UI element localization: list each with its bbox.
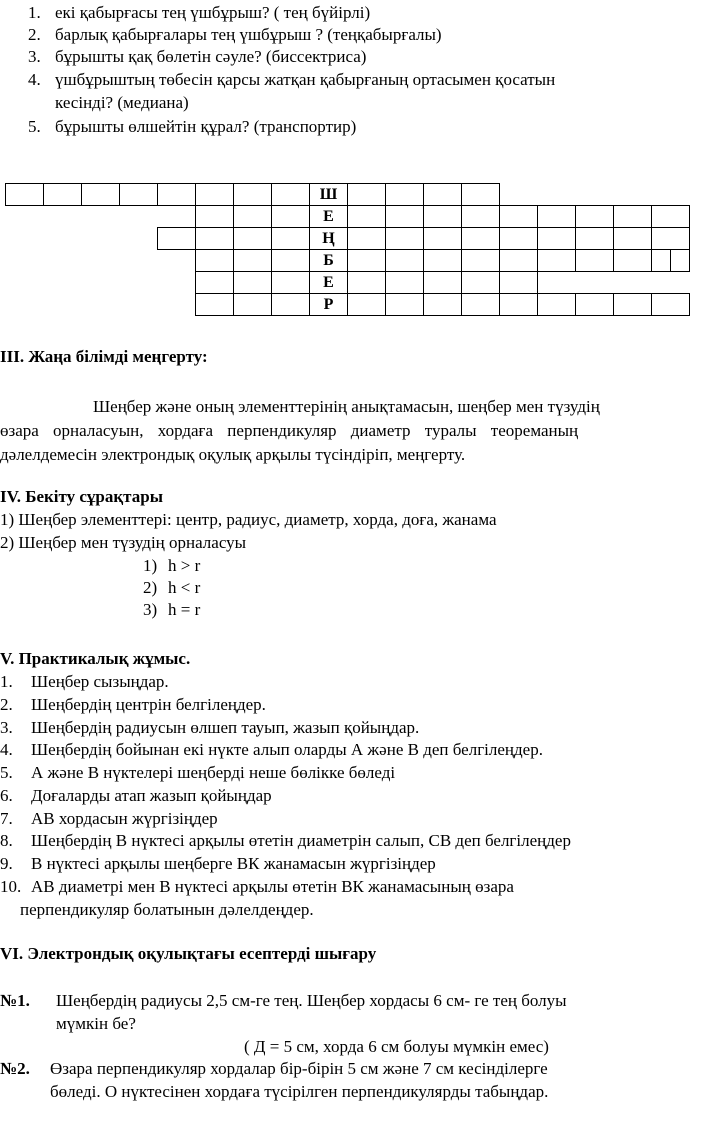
crossword-cell[interactable] xyxy=(538,228,576,250)
crossword-cell[interactable] xyxy=(348,184,386,206)
section-heading: VI. Электрондық оқулықтағы есептерді шығару xyxy=(0,944,377,963)
list-item: бұрышты өлшейтін құрал? (транспортир) xyxy=(55,117,357,136)
section-heading: III. Жаңа білімді меңгерту: xyxy=(0,347,208,366)
crossword-row xyxy=(157,227,690,250)
crossword-cell[interactable] xyxy=(44,184,82,206)
paragraph-line: Шеңбер және оның элементтерінің анықтамасын, шеңбер мен түзудің xyxy=(93,397,600,416)
crossword-cell[interactable] xyxy=(538,250,576,272)
list-item: Шеңбердің В нүктесі арқылы өтетін диаметрін салып, СВ деп белгілеңдер xyxy=(31,831,571,850)
crossword-cell[interactable] xyxy=(614,228,652,250)
crossword-cell[interactable] xyxy=(234,250,272,272)
problem-text: мүмкін бе? xyxy=(56,1014,136,1033)
crossword-cell[interactable] xyxy=(196,184,234,206)
crossword-cell[interactable] xyxy=(348,206,386,228)
list-item-continuation: кесінді? (медиана) xyxy=(55,93,189,112)
list-item-continuation: перпендикуляр болатынын дәлелдеңдер. xyxy=(20,900,314,919)
crossword-cell[interactable] xyxy=(272,206,310,228)
list-number: 8. xyxy=(0,831,13,850)
crossword-cell[interactable] xyxy=(424,228,462,250)
list-number: 6. xyxy=(0,786,13,805)
list-item: бұрышты қақ бөлетін сәуле? (биссектриса) xyxy=(55,47,367,66)
list-item: Шеңбердің радиусын өлшеп тауып, жазып қойыңдар. xyxy=(31,718,420,737)
crossword-cell[interactable] xyxy=(614,250,652,272)
list-item: Шеңбердің бойынан екі нүкте алып оларды А және В деп белгілеңдер. xyxy=(31,740,543,759)
list-number: 2. xyxy=(0,695,13,714)
problem-number: №1. xyxy=(0,991,30,1010)
case-number: 2) xyxy=(143,578,158,597)
crossword-cell[interactable] xyxy=(386,294,424,316)
problem-text: Шеңбердің радиусы 2,5 см-ге тең. Шеңбер хордасы 6 см- ге тең болуы xyxy=(56,991,567,1010)
crossword-cell[interactable] xyxy=(196,250,234,272)
case-text: h < r xyxy=(168,578,201,597)
crossword-cell[interactable] xyxy=(500,250,538,272)
list-number: 5. xyxy=(28,117,41,136)
crossword-row xyxy=(5,183,500,206)
paragraph-line: дәлелдемесін электрондық оқулық арқылы түсіндіріп, меңгерту. xyxy=(0,445,466,464)
crossword-cell[interactable] xyxy=(538,206,576,228)
list-item: Доғаларды атап жазып қойыңдар xyxy=(31,786,272,805)
problem-answer: ( Д = 5 см, хорда 6 см болуы мүмкін емес) xyxy=(244,1037,549,1056)
list-number: 4. xyxy=(28,70,41,89)
list-item: екі қабырғасы тең үшбұрыш? ( тең бүйірлі) xyxy=(55,3,371,22)
list-number: 3. xyxy=(0,718,13,737)
crossword-key-cell: Р xyxy=(310,294,348,316)
list-item: В нүктесі арқылы шеңберге ВК жанамасын жүргізіңдер xyxy=(31,854,436,873)
list-number: 1. xyxy=(0,672,13,691)
crossword-cell[interactable] xyxy=(196,294,234,316)
crossword-cell[interactable] xyxy=(424,294,462,316)
crossword-cell[interactable] xyxy=(196,228,234,250)
list-number: 3. xyxy=(28,47,41,66)
crossword-cell[interactable] xyxy=(386,228,424,250)
list-number: 2. xyxy=(28,25,41,44)
crossword-cell[interactable] xyxy=(614,294,652,316)
case-number: 3) xyxy=(143,600,158,619)
crossword-cell[interactable] xyxy=(500,272,538,294)
crossword-cell[interactable] xyxy=(196,272,234,294)
crossword-cell[interactable] xyxy=(576,206,614,228)
crossword-row xyxy=(195,205,690,228)
crossword-cell[interactable] xyxy=(120,184,158,206)
crossword-cell[interactable] xyxy=(614,206,652,228)
crossword-cell[interactable] xyxy=(348,272,386,294)
crossword-cell[interactable] xyxy=(500,206,538,228)
list-item: үшбұрыштың төбесін қарсы жатқан қабырғаның ортасымен қосатын xyxy=(55,70,556,89)
crossword-cell[interactable] xyxy=(386,250,424,272)
crossword-cell[interactable] xyxy=(652,206,690,228)
question: 2) Шеңбер мен түзудің орналасуы xyxy=(0,533,247,552)
case-text: h = r xyxy=(168,600,201,619)
crossword-cell[interactable] xyxy=(500,294,538,316)
crossword-cell[interactable] xyxy=(652,250,671,272)
crossword-row xyxy=(195,293,690,316)
crossword-cell[interactable] xyxy=(424,206,462,228)
list-number: 7. xyxy=(0,809,13,828)
crossword-cell[interactable] xyxy=(386,272,424,294)
list-item: Шеңбердің центрін белгілеңдер. xyxy=(31,695,266,714)
crossword-cell[interactable] xyxy=(272,250,310,272)
crossword-cell[interactable] xyxy=(158,228,196,250)
crossword-key-cell: Б xyxy=(310,250,348,272)
crossword-cell[interactable] xyxy=(234,184,272,206)
crossword-cell[interactable] xyxy=(386,206,424,228)
crossword-cell[interactable] xyxy=(348,250,386,272)
crossword-cell[interactable] xyxy=(500,228,538,250)
crossword-cell[interactable] xyxy=(234,206,272,228)
crossword-cell[interactable] xyxy=(272,184,310,206)
crossword-cell[interactable] xyxy=(272,228,310,250)
crossword-cell[interactable] xyxy=(424,250,462,272)
crossword-cell[interactable] xyxy=(234,272,272,294)
crossword-cell[interactable] xyxy=(424,272,462,294)
crossword-cell[interactable] xyxy=(234,294,272,316)
crossword-cell[interactable] xyxy=(272,272,310,294)
list-item: Шеңбер сызыңдар. xyxy=(31,672,169,691)
case-text: h > r xyxy=(168,556,201,575)
list-item: А және В нүктелері шеңберді неше бөлікке бөледі xyxy=(31,763,396,782)
crossword-cell[interactable] xyxy=(462,184,500,206)
crossword-cell[interactable] xyxy=(386,184,424,206)
crossword-cell[interactable] xyxy=(462,206,500,228)
crossword-key-cell: Ш xyxy=(310,184,348,206)
list-number: 4. xyxy=(0,740,13,759)
problem-text: бөледі. О нүктесінен хордаға түсірілген перпендикулярды табыңдар. xyxy=(50,1082,549,1101)
crossword-cell[interactable] xyxy=(671,250,690,272)
crossword-cell[interactable] xyxy=(158,184,196,206)
crossword-cell[interactable] xyxy=(6,184,44,206)
crossword-cell[interactable] xyxy=(462,250,500,272)
crossword-row xyxy=(195,271,538,294)
crossword-cell[interactable] xyxy=(576,228,614,250)
crossword-cell[interactable] xyxy=(82,184,120,206)
list-item: АВ диаметрі мен В нүктесі арқылы өтетін ВК жанамасының өзара xyxy=(31,877,514,896)
list-number: 10. xyxy=(0,877,22,896)
crossword-cell[interactable] xyxy=(348,228,386,250)
crossword-row xyxy=(195,249,690,272)
crossword-key-cell: Е xyxy=(310,206,348,228)
list-item: АВ хордасын жүргізіңдер xyxy=(31,809,218,828)
paragraph-line: өзара орналасуын, хордаға перпендикуляр диаметр туралы теореманың xyxy=(0,421,579,440)
section-heading: IV. Бекіту сұрақтары xyxy=(0,487,163,506)
case-number: 1) xyxy=(143,556,158,575)
list-number: 5. xyxy=(0,763,13,782)
crossword-cell[interactable] xyxy=(652,228,690,250)
crossword-cell[interactable] xyxy=(462,272,500,294)
crossword-key-cell: Ң xyxy=(310,228,348,250)
problem-text: Өзара перпендикуляр хордалар бір-бірін 5 см және 7 см кесінділерге xyxy=(50,1059,548,1078)
list-number: 9. xyxy=(0,854,13,873)
crossword-cell[interactable] xyxy=(272,294,310,316)
question: 1) Шеңбер элементтері: центр, радиус, диаметр, хорда, доға, жанама xyxy=(0,510,497,529)
crossword-key-cell: Е xyxy=(310,272,348,294)
crossword-cell[interactable] xyxy=(576,250,614,272)
crossword-cell[interactable] xyxy=(424,184,462,206)
crossword-cell[interactable] xyxy=(538,294,576,316)
section-heading: V. Практикалық жұмыс. xyxy=(0,649,191,668)
crossword-cell[interactable] xyxy=(462,228,500,250)
crossword-cell[interactable] xyxy=(652,294,690,316)
crossword-cell[interactable] xyxy=(234,228,272,250)
crossword-cell[interactable] xyxy=(196,206,234,228)
crossword-cell[interactable] xyxy=(462,294,500,316)
list-item: барлық қабырғалары тең үшбұрыш ? (теңқабырғалы) xyxy=(55,25,442,44)
crossword-cell[interactable] xyxy=(576,294,614,316)
crossword-cell[interactable] xyxy=(348,294,386,316)
list-number: 1. xyxy=(28,3,41,22)
problem-number: №2. xyxy=(0,1059,30,1078)
